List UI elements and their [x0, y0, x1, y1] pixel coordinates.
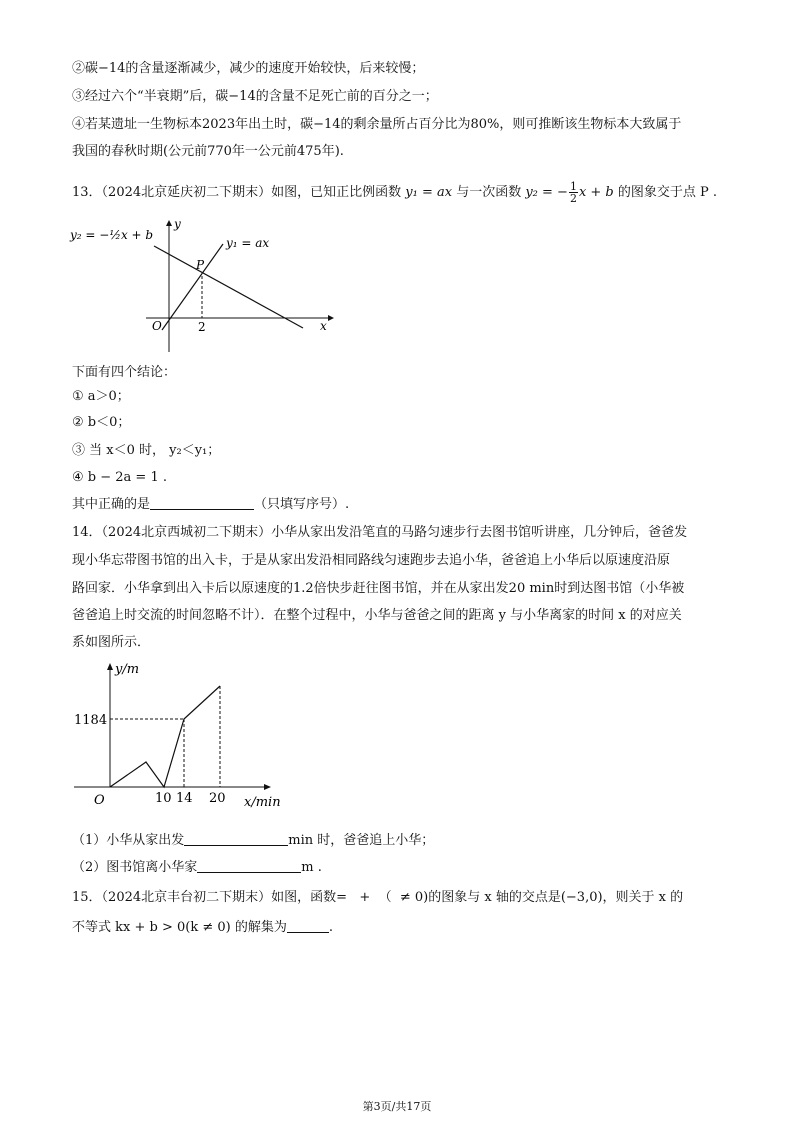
q13-f2-post: x + b	[578, 185, 614, 200]
q14-s2-post: m .	[301, 860, 322, 875]
q13-line-y2	[154, 246, 303, 328]
q14-label-o: O	[94, 793, 105, 808]
q13-conclusion-1: ① a＞0；	[72, 389, 130, 404]
q13-x-arrow	[328, 315, 334, 321]
q14-s1-post: min 时，爸爸追上小华；	[288, 833, 435, 848]
q13-f1: y₁ = ax	[405, 185, 453, 200]
q13-f2-pre: y₂ = −	[525, 185, 568, 200]
q13-label-y2: y₂ = −½x + b	[70, 228, 154, 242]
q13-conclusion-2: ② b＜0；	[72, 415, 131, 430]
q13-y-arrow	[166, 220, 172, 226]
q13-frac-num: 1	[569, 180, 577, 193]
q14-label-20: 20	[209, 791, 226, 806]
q14-x-arrow	[264, 784, 271, 790]
q15-answer-blank[interactable]	[287, 918, 329, 933]
q15-line2-pre: 不等式 kx + b > 0(k ≠ 0) 的解集为	[72, 920, 287, 935]
q13-label-p: P	[196, 258, 205, 272]
q13-conclusion-4: ④ b − 2a = 1 .	[72, 470, 167, 485]
q13-answer-blank[interactable]	[150, 495, 254, 510]
q13-conclusion-3: ③ 当 x＜0 时， y₂＜y₁；	[72, 443, 221, 458]
q13-intro: 下面有四个结论：	[72, 365, 177, 380]
q15-line1-pre: 15．（2024北京丰台初二下期末）如图，函数	[72, 890, 337, 905]
q14-label-x: x/min	[244, 795, 281, 810]
q15-line2-post: .	[328, 920, 333, 935]
q13-fraction	[569, 181, 578, 204]
q13-answer-pre: 其中正确的是	[72, 497, 151, 512]
q12-item-2: ②碳−14的含量逐渐减少，减少的速度开始较快，后来较慢；	[72, 61, 425, 76]
q14-line-4: 爸爸追上时交流的时间忽略不计）．在整个过程中，小华与爸爸之间的距离 y 与小华离家的时间 x 的对应关	[72, 608, 682, 623]
q14-graph	[66, 656, 306, 814]
q15-line1-mid: = + （ ≠ 0)的图象与 x 轴的交点是	[336, 890, 561, 905]
q14-label-1184: 1184	[74, 713, 108, 728]
q14-sub-2	[72, 858, 322, 878]
q13-label-o: O	[152, 319, 162, 333]
q14-s2-blank[interactable]	[197, 858, 301, 873]
q14-s1-pre: （1）小华从家出发	[72, 833, 185, 848]
q15-line1-post: ，则关于 x 的	[602, 890, 684, 905]
q13-frac-den: 2	[569, 192, 577, 205]
q13-label-x: x	[320, 319, 327, 333]
q14-line-1: 14．（2024北京西城初二下期末）小华从家出发沿笔直的马路匀速步行去图书馆听讲座，几分钟后，爸爸发	[72, 525, 688, 540]
q15-line-1	[72, 888, 683, 908]
q13-stem-pre: 13．（2024北京延庆初二下期末）如图，已知正比例函数	[72, 185, 406, 200]
q14-label-y: y/m	[115, 662, 140, 677]
q14-line-2: 现小华忘带图书馆的出入卡，于是从家出发沿相同路线匀速跑步去追小华，爸爸追上小华后以原速度沿原	[72, 553, 671, 568]
q14-line-5: 系如图所示．	[72, 635, 151, 650]
q13-graph	[66, 212, 346, 357]
q13-stem	[72, 181, 717, 204]
q14-label-10: 10	[155, 791, 172, 806]
q13-label-y1: y₁ = ax	[226, 236, 270, 250]
q15-point: (−3,0)	[560, 890, 603, 905]
q14-y-arrow	[107, 663, 113, 670]
q14-s1-blank[interactable]	[184, 831, 288, 846]
page-footer: 第3页/共17页	[362, 1100, 432, 1113]
q13-stem-post: 的图象交于点 P .	[613, 185, 718, 200]
q13-line-y1	[162, 244, 223, 330]
q14-sub-1	[72, 831, 434, 851]
q14-s2-pre: （2）图书馆离小华家	[72, 860, 198, 875]
q14-distance-curve	[110, 686, 220, 787]
q14-line-3: 路回家．小华拿到出入卡后以原速度的1.2倍快步赶往图书馆，并在从家出发20 min时到达图书馆（小华被	[72, 581, 685, 596]
q13-label-y: y	[174, 217, 181, 231]
q12-item-4-line-1: ④若某遗址一生物标本2023年出土时，碳−14的剩余量所占百分比为80%，则可推断该生物标本大致属于	[72, 117, 682, 132]
q12-item-3: ③经过六个“半衰期”后，碳−14的含量不足死亡前的百分之一；	[72, 89, 438, 104]
q13-answer-line	[72, 495, 349, 515]
q15-line-2	[72, 918, 333, 938]
q13-label-2: 2	[198, 320, 206, 334]
q14-label-14: 14	[176, 791, 193, 806]
q12-item-4-line-2: 我国的春秋时期(公元前770年一公元前475年).	[72, 144, 344, 159]
q13-answer-post: （只填写序号）.	[254, 497, 350, 512]
q13-stem-mid: 与一次函数	[452, 185, 526, 200]
